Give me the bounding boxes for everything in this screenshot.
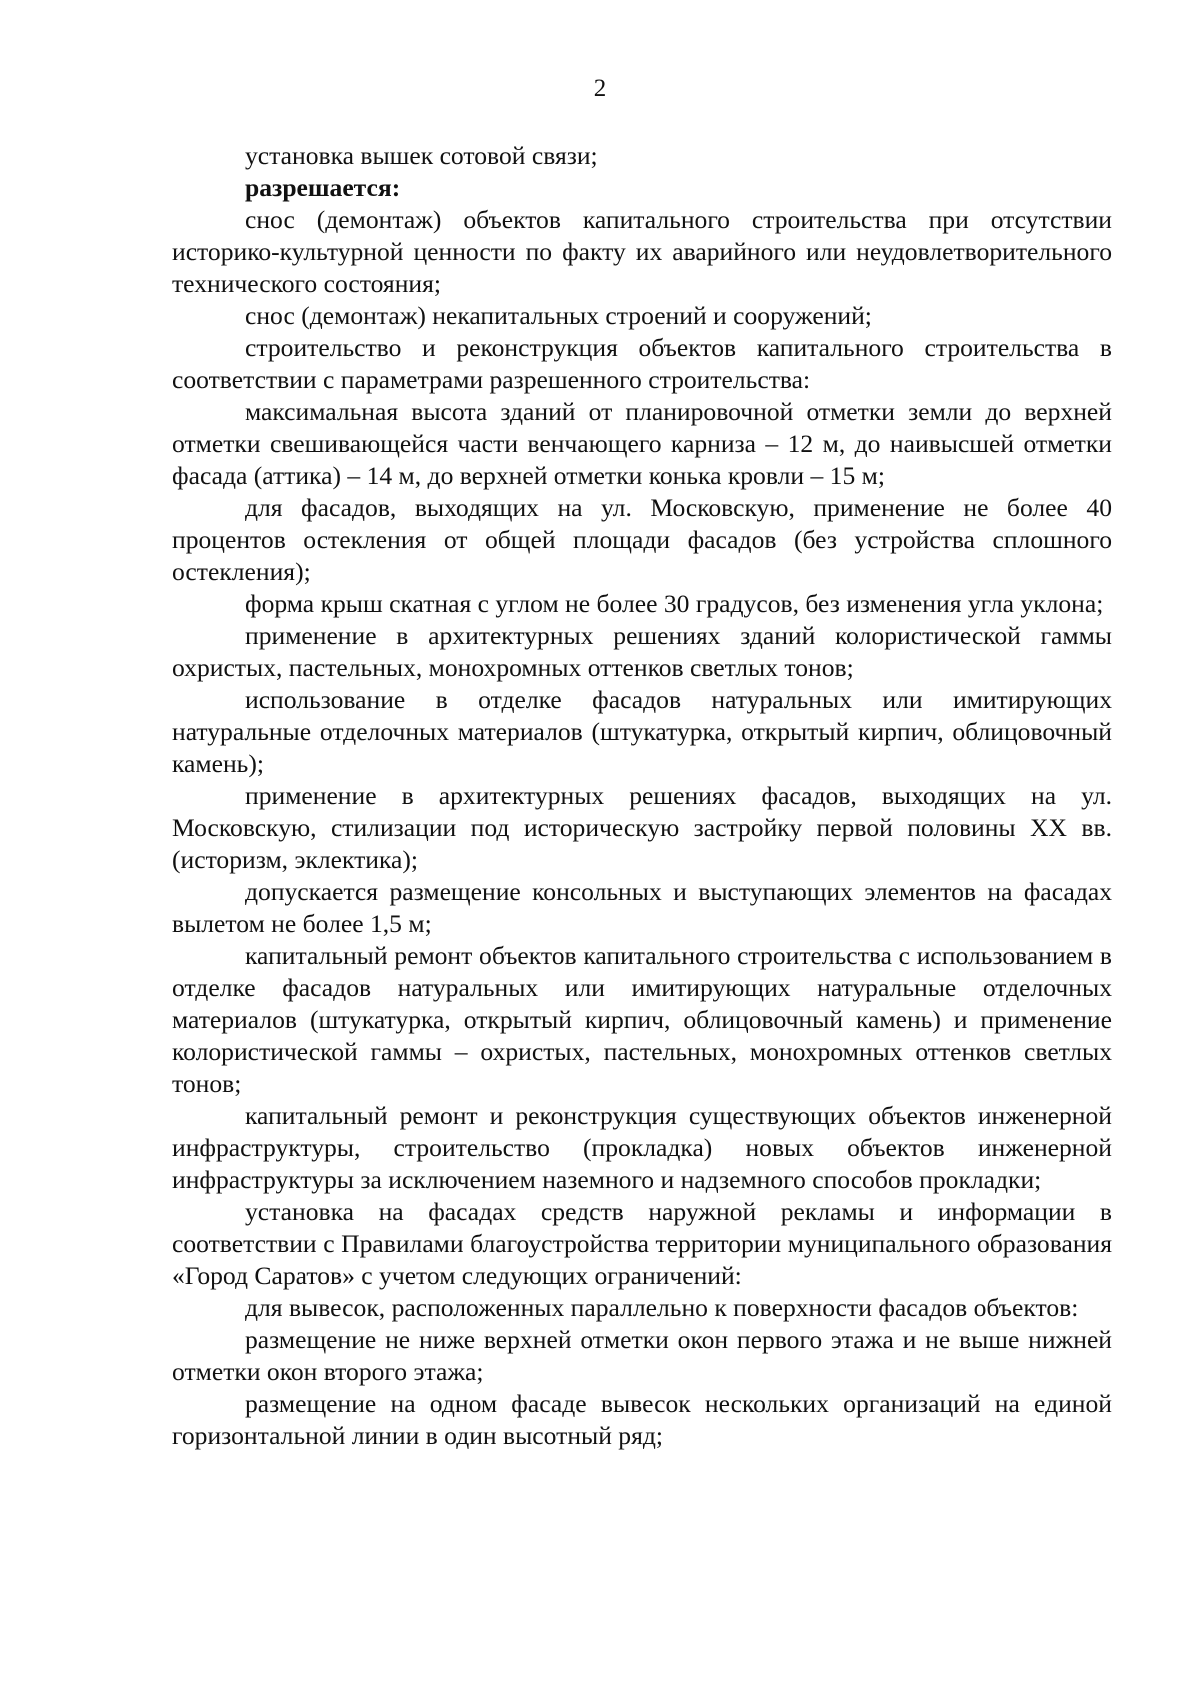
- paragraph-advertising: установка на фасадах средств наружной рекламы и информации в соответствии с Правилами благоустройства территории муниципального образования «Город Саратов» с учетом следующих ограничений:: [172, 1197, 1112, 1290]
- paragraph-infrastructure: капитальный ремонт и реконструкция существующих объектов инженерной инфраструктуры, строительство (прокладка) новых объектов инженерной инфраструктуры за исключением наземного и надземного способов прокладки;: [172, 1101, 1112, 1194]
- paragraph-demolition-noncapital: снос (демонтаж) некапитальных строений и сооружений;: [245, 301, 872, 330]
- paragraph-capital-repair: капитальный ремонт объектов капитального строительства с использованием в отделке фасадов натуральных или имитирующих натуральные отделочных материалов (штукатурка, открытый кирпич, облицовочный камень) и применение колористической гаммы – охристых, пастельных, монохромных оттенков светлых тонов;: [172, 941, 1112, 1098]
- page-number: 2: [593, 75, 607, 102]
- document-body: [172, 140, 1112, 1452]
- paragraph-stylization: применение в архитектурных решениях фасадов, выходящих на ул. Московскую, стилизации под историческую застройку первой половины XX вв. (историзм, эклектика);: [172, 781, 1112, 874]
- paragraph-max-height: максимальная высота зданий от планировочной отметки земли до верхней отметки свешивающейся части венчающего карниза – 12 м, до наивысшей отметки фасада (аттика) – 14 м, до верхней отметки конька кровли – 15 м;: [172, 397, 1112, 490]
- paragraph-color-scheme: применение в архитектурных решениях зданий колористической гаммы охристых, пастельных, монохромных оттенков светлых тонов;: [172, 621, 1112, 682]
- paragraph-sign-placement-height: размещение не ниже верхней отметки окон первого этажа и не выше нижней отметки окон второго этажа;: [172, 1325, 1112, 1386]
- paragraph-construction: строительство и реконструкция объектов капитального строительства в соответствии с параметрами разрешенного строительства:: [172, 333, 1112, 394]
- paragraph-glazing: для фасадов, выходящих на ул. Московскую, применение не более 40 процентов остекления от общей площади фасадов (без устройства сплошного остекления);: [172, 493, 1112, 586]
- paragraph-roof-shape: форма крыш скатная с углом не более 30 градусов, без изменения угла уклона;: [245, 589, 1104, 618]
- paragraph-sign-placement-row: размещение на одном фасаде вывесок нескольких организаций на единой горизонтальной линии в один высотный ряд;: [172, 1389, 1112, 1450]
- paragraph-signs-parallel: для вывесок, расположенных параллельно к поверхности фасадов объектов:: [245, 1293, 1079, 1322]
- paragraph-facade-materials: использование в отделке фасадов натуральных или имитирующих натуральные отделочных материалов (штукатурка, открытый кирпич, облицовочный камень);: [172, 685, 1112, 778]
- paragraph-cell-tower: установка вышек сотовой связи;: [245, 141, 598, 170]
- paragraph-demolition-capital: снос (демонтаж) объектов капитального строительства при отсутствии историко-культурной ценности по факту их аварийного или неудовлетворительного технического состояния;: [172, 205, 1112, 298]
- paragraph-cantilever: допускается размещение консольных и выступающих элементов на фасадах вылетом не более 1,5 м;: [172, 877, 1112, 938]
- heading-allowed: разрешается:: [245, 173, 401, 202]
